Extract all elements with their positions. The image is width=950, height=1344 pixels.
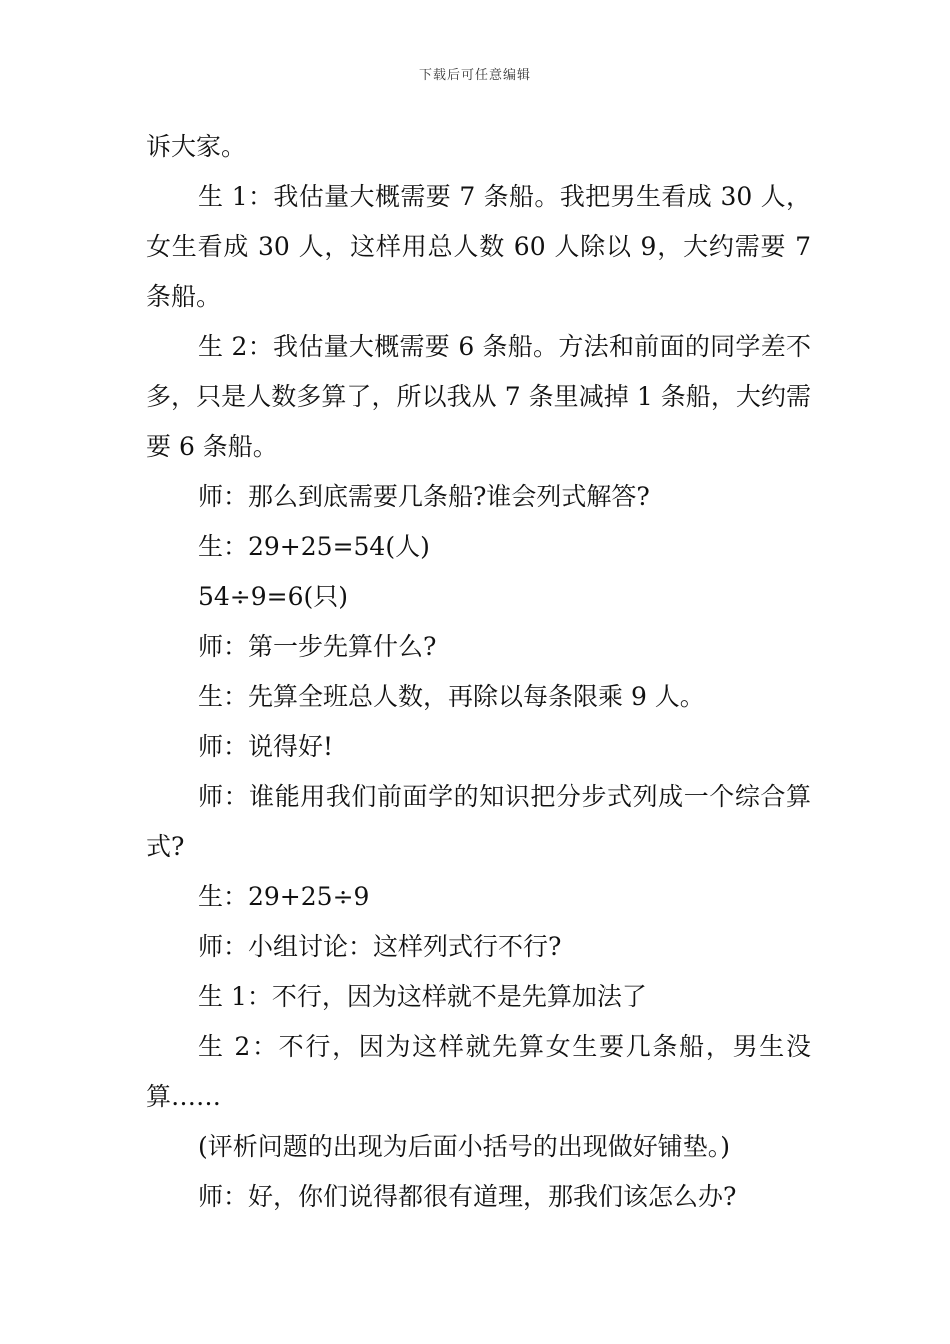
paragraph: 师：第一步先算什么? xyxy=(198,632,437,661)
paragraph: 师：说得好! xyxy=(198,732,334,761)
paragraph: 师：好，你们说得都很有道理，那我们该怎么办? xyxy=(198,1182,737,1211)
paragraph: 生 1：我估量大概需要 7 条船。我把男生看成 30 人，女生看成 30 人，这样用总人数 60 人除以 9，大约需要 7 条船。 xyxy=(146,182,811,311)
paragraph: 生：先算全班总人数，再除以每条限乘 9 人。 xyxy=(198,682,705,711)
paragraph: 师：小组讨论：这样列式行不行? xyxy=(198,932,562,961)
paragraph: 生：29+25÷9 xyxy=(198,882,370,911)
page-header: 下载后可任意编辑 xyxy=(418,68,531,83)
paragraph: 诉大家。 xyxy=(146,132,247,161)
paragraph: (评析问题的出现为后面小括号的出现做好铺垫。) xyxy=(198,1132,731,1161)
paragraph: 生：29+25=54(人) xyxy=(198,532,430,561)
paragraph: 54÷9=6(只) xyxy=(198,582,349,611)
paragraph: 师：那么到底需要几条船?谁会列式解答? xyxy=(198,482,650,511)
paragraph: 师：谁能用我们前面学的知识把分步式列成一个综合算式? xyxy=(146,782,811,861)
document-body xyxy=(146,122,811,1222)
paragraph: 生 2：我估量大概需要 6 条船。方法和前面的同学差不多，只是人数多算了，所以我从 7 条里减掉 1 条船，大约需要 6 条船。 xyxy=(146,332,811,461)
paragraph: 生 2：不行，因为这样就先算女生要几条船，男生没算…… xyxy=(146,1032,811,1111)
paragraph: 生 1：不行，因为这样就不是先算加法了 xyxy=(198,982,647,1011)
